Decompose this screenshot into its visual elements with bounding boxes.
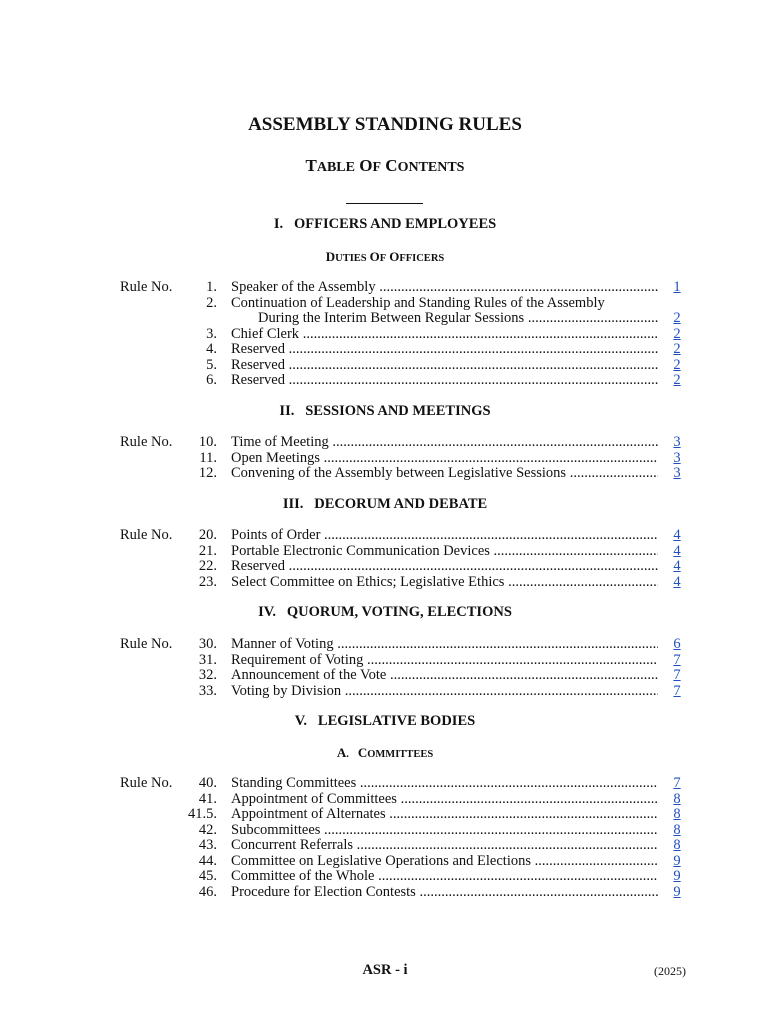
page-number-link[interactable]: 9 — [673, 852, 681, 869]
rule-number: 3. — [206, 325, 217, 342]
rule-number: 2. — [206, 294, 217, 311]
page-number-link[interactable]: 7 — [673, 682, 681, 699]
rule-number: 20. — [198, 527, 217, 543]
toc-entry — [0, 776, 770, 792]
page-number-link[interactable]: 4 — [673, 527, 681, 543]
rule-title: Procedure for Election Contests ..... — [231, 885, 658, 901]
toc-entry — [0, 653, 770, 669]
footer-page-id: ASR - i — [362, 962, 408, 978]
toc-entry — [0, 668, 770, 684]
rule-number: 32. — [198, 667, 217, 683]
page-number-link[interactable]: 8 — [673, 806, 681, 822]
rule-number: 44. — [198, 852, 217, 869]
section-heading: III. DECORUM AND DEBATE — [282, 496, 488, 512]
rule-title-line2: During the Interim Between Regular Sessions ..... — [231, 311, 658, 327]
rule-title: Chief Clerk ..... — [231, 327, 658, 343]
rule-no-label: Rule No. — [120, 775, 173, 791]
page-number-link[interactable]: 9 — [673, 883, 681, 900]
toc-entry — [0, 869, 770, 885]
rule-title: Voting by Division ..... — [231, 684, 658, 700]
toc-subtitle: TABLE OF CONTENTS — [305, 156, 465, 175]
toc-entry — [0, 451, 770, 467]
rule-title: Appointment of Alternates ..... — [231, 807, 658, 823]
page-number-link[interactable]: 8 — [673, 837, 681, 853]
rule-number: 43. — [198, 837, 217, 853]
rule-number: 10. — [198, 434, 217, 450]
subsection-heading: DUTIES OF OFFICERS — [325, 249, 445, 264]
document-title: ASSEMBLY STANDING RULES — [248, 114, 522, 135]
rule-title: Committee on Legislative Operations and Elections ..... — [231, 854, 658, 870]
toc-entry — [0, 559, 770, 575]
section-heading: IV. QUORUM, VOTING, ELECTIONS — [258, 604, 512, 620]
page-number-link[interactable]: 4 — [673, 558, 681, 574]
rule-title: Committee of the Whole ..... — [231, 869, 658, 885]
rule-title-line1: Continuation of Leadership and Standing Rules of the Assembly — [231, 295, 605, 311]
section-heading: II. SESSIONS AND MEETINGS — [279, 403, 491, 419]
page-number-link[interactable]: 2 — [673, 372, 681, 388]
rule-number: 45. — [198, 868, 217, 884]
rule-number: 4. — [206, 341, 217, 357]
rule-title: Points of Order ..... — [231, 528, 658, 544]
toc-entry — [0, 342, 770, 358]
page-number-link[interactable]: 4 — [673, 542, 681, 559]
rule-no-label: Rule No. — [120, 279, 173, 295]
rule-number: 41.5. — [188, 806, 217, 822]
page-number-link[interactable]: 4 — [673, 573, 681, 590]
rule-number: 21. — [198, 542, 217, 559]
toc-entry — [0, 544, 770, 560]
footer-year: (2025) — [654, 964, 686, 978]
rule-title: Speaker of the Assembly ..... — [231, 280, 658, 296]
page-number-link[interactable]: 7 — [673, 775, 681, 791]
toc-entry — [0, 327, 770, 343]
rule-title: Requirement of Voting ..... — [231, 653, 658, 669]
toc-entry — [0, 885, 770, 901]
page-number-link[interactable]: 2 — [673, 325, 681, 342]
rule-number: 40. — [198, 775, 217, 791]
toc-entry-group — [0, 637, 770, 699]
toc-entry — [0, 466, 770, 482]
page-number-link[interactable]: 3 — [673, 434, 681, 450]
toc-entry — [0, 435, 770, 451]
rule-title: Portable Electronic Communication Devices ..... — [231, 544, 658, 560]
toc-entry-group — [0, 280, 770, 389]
toc-entry — [0, 373, 770, 389]
page-number-link[interactable]: 2 — [673, 341, 681, 357]
toc-entry — [0, 296, 770, 327]
rule-title: Standing Committees ..... — [231, 776, 658, 792]
toc-entry — [0, 823, 770, 839]
toc-entry — [0, 575, 770, 591]
rule-number: 11. — [199, 449, 217, 466]
toc-entry — [0, 684, 770, 700]
rule-number: 23. — [198, 573, 217, 590]
page-number-link[interactable]: 1 — [673, 279, 681, 295]
rule-title: Manner of Voting ..... — [231, 637, 658, 653]
toc-entry — [0, 838, 770, 854]
page-number-link[interactable]: 8 — [673, 821, 681, 838]
rule-number: 46. — [198, 883, 217, 900]
page-number-link[interactable]: 7 — [673, 667, 681, 683]
rule-number: 41. — [198, 790, 217, 807]
page-number-link[interactable]: 7 — [673, 651, 681, 668]
rule-title: Reserved ..... — [231, 342, 658, 358]
rule-title: Time of Meeting ..... — [231, 435, 658, 451]
rule-title: Concurrent Referrals ..... — [231, 838, 658, 854]
page-number-link[interactable]: 8 — [673, 790, 681, 807]
title-divider — [346, 203, 423, 204]
rule-no-label: Rule No. — [120, 636, 173, 652]
toc-entry — [0, 854, 770, 870]
page-number-link[interactable]: 3 — [673, 449, 681, 466]
page-number-link[interactable]: 3 — [673, 465, 681, 481]
rule-title: Subcommittees ..... — [231, 823, 658, 839]
toc-entry — [0, 528, 770, 544]
rule-no-label: Rule No. — [120, 527, 173, 543]
toc-entry — [0, 792, 770, 808]
rule-title: Convening of the Assembly between Legislative Sessions ..... — [231, 466, 658, 482]
toc-entry — [0, 358, 770, 374]
rule-title — [231, 296, 658, 327]
rule-title: Reserved ..... — [231, 559, 658, 575]
rule-number: 12. — [198, 465, 217, 481]
toc-entry-group — [0, 776, 770, 900]
toc-entry-group — [0, 435, 770, 482]
rule-title: Reserved ..... — [231, 358, 658, 374]
rule-title: Select Committee on Ethics; Legislative Ethics ..... — [231, 575, 658, 591]
rule-no-label: Rule No. — [120, 434, 173, 450]
toc-entry — [0, 637, 770, 653]
rule-number: 42. — [198, 821, 217, 838]
rule-number: 31. — [198, 651, 217, 668]
rule-number: 1. — [206, 279, 217, 295]
section-heading: I. OFFICERS AND EMPLOYEES — [273, 216, 497, 232]
rule-title: Open Meetings ..... — [231, 451, 658, 467]
toc-entry — [0, 280, 770, 296]
page-number-link[interactable]: 9 — [673, 868, 681, 884]
rule-title: Reserved ..... — [231, 373, 658, 389]
page-number-link[interactable]: 2 — [673, 356, 681, 373]
rule-number: 30. — [198, 636, 217, 652]
rule-number: 6. — [206, 372, 217, 388]
rule-number: 33. — [198, 682, 217, 699]
rule-title: Announcement of the Vote ..... — [231, 668, 658, 684]
toc-entry-group — [0, 528, 770, 590]
section-heading: V. LEGISLATIVE BODIES — [294, 713, 476, 729]
rule-number: 5. — [206, 356, 217, 373]
page-number-link[interactable]: 6 — [673, 636, 681, 652]
subsection-heading: A. COMMITTEES — [336, 745, 434, 760]
rule-title: Appointment of Committees ..... — [231, 792, 658, 808]
page-number-link[interactable]: 2 — [673, 310, 681, 326]
rule-number: 22. — [198, 558, 217, 574]
toc-entry — [0, 807, 770, 823]
